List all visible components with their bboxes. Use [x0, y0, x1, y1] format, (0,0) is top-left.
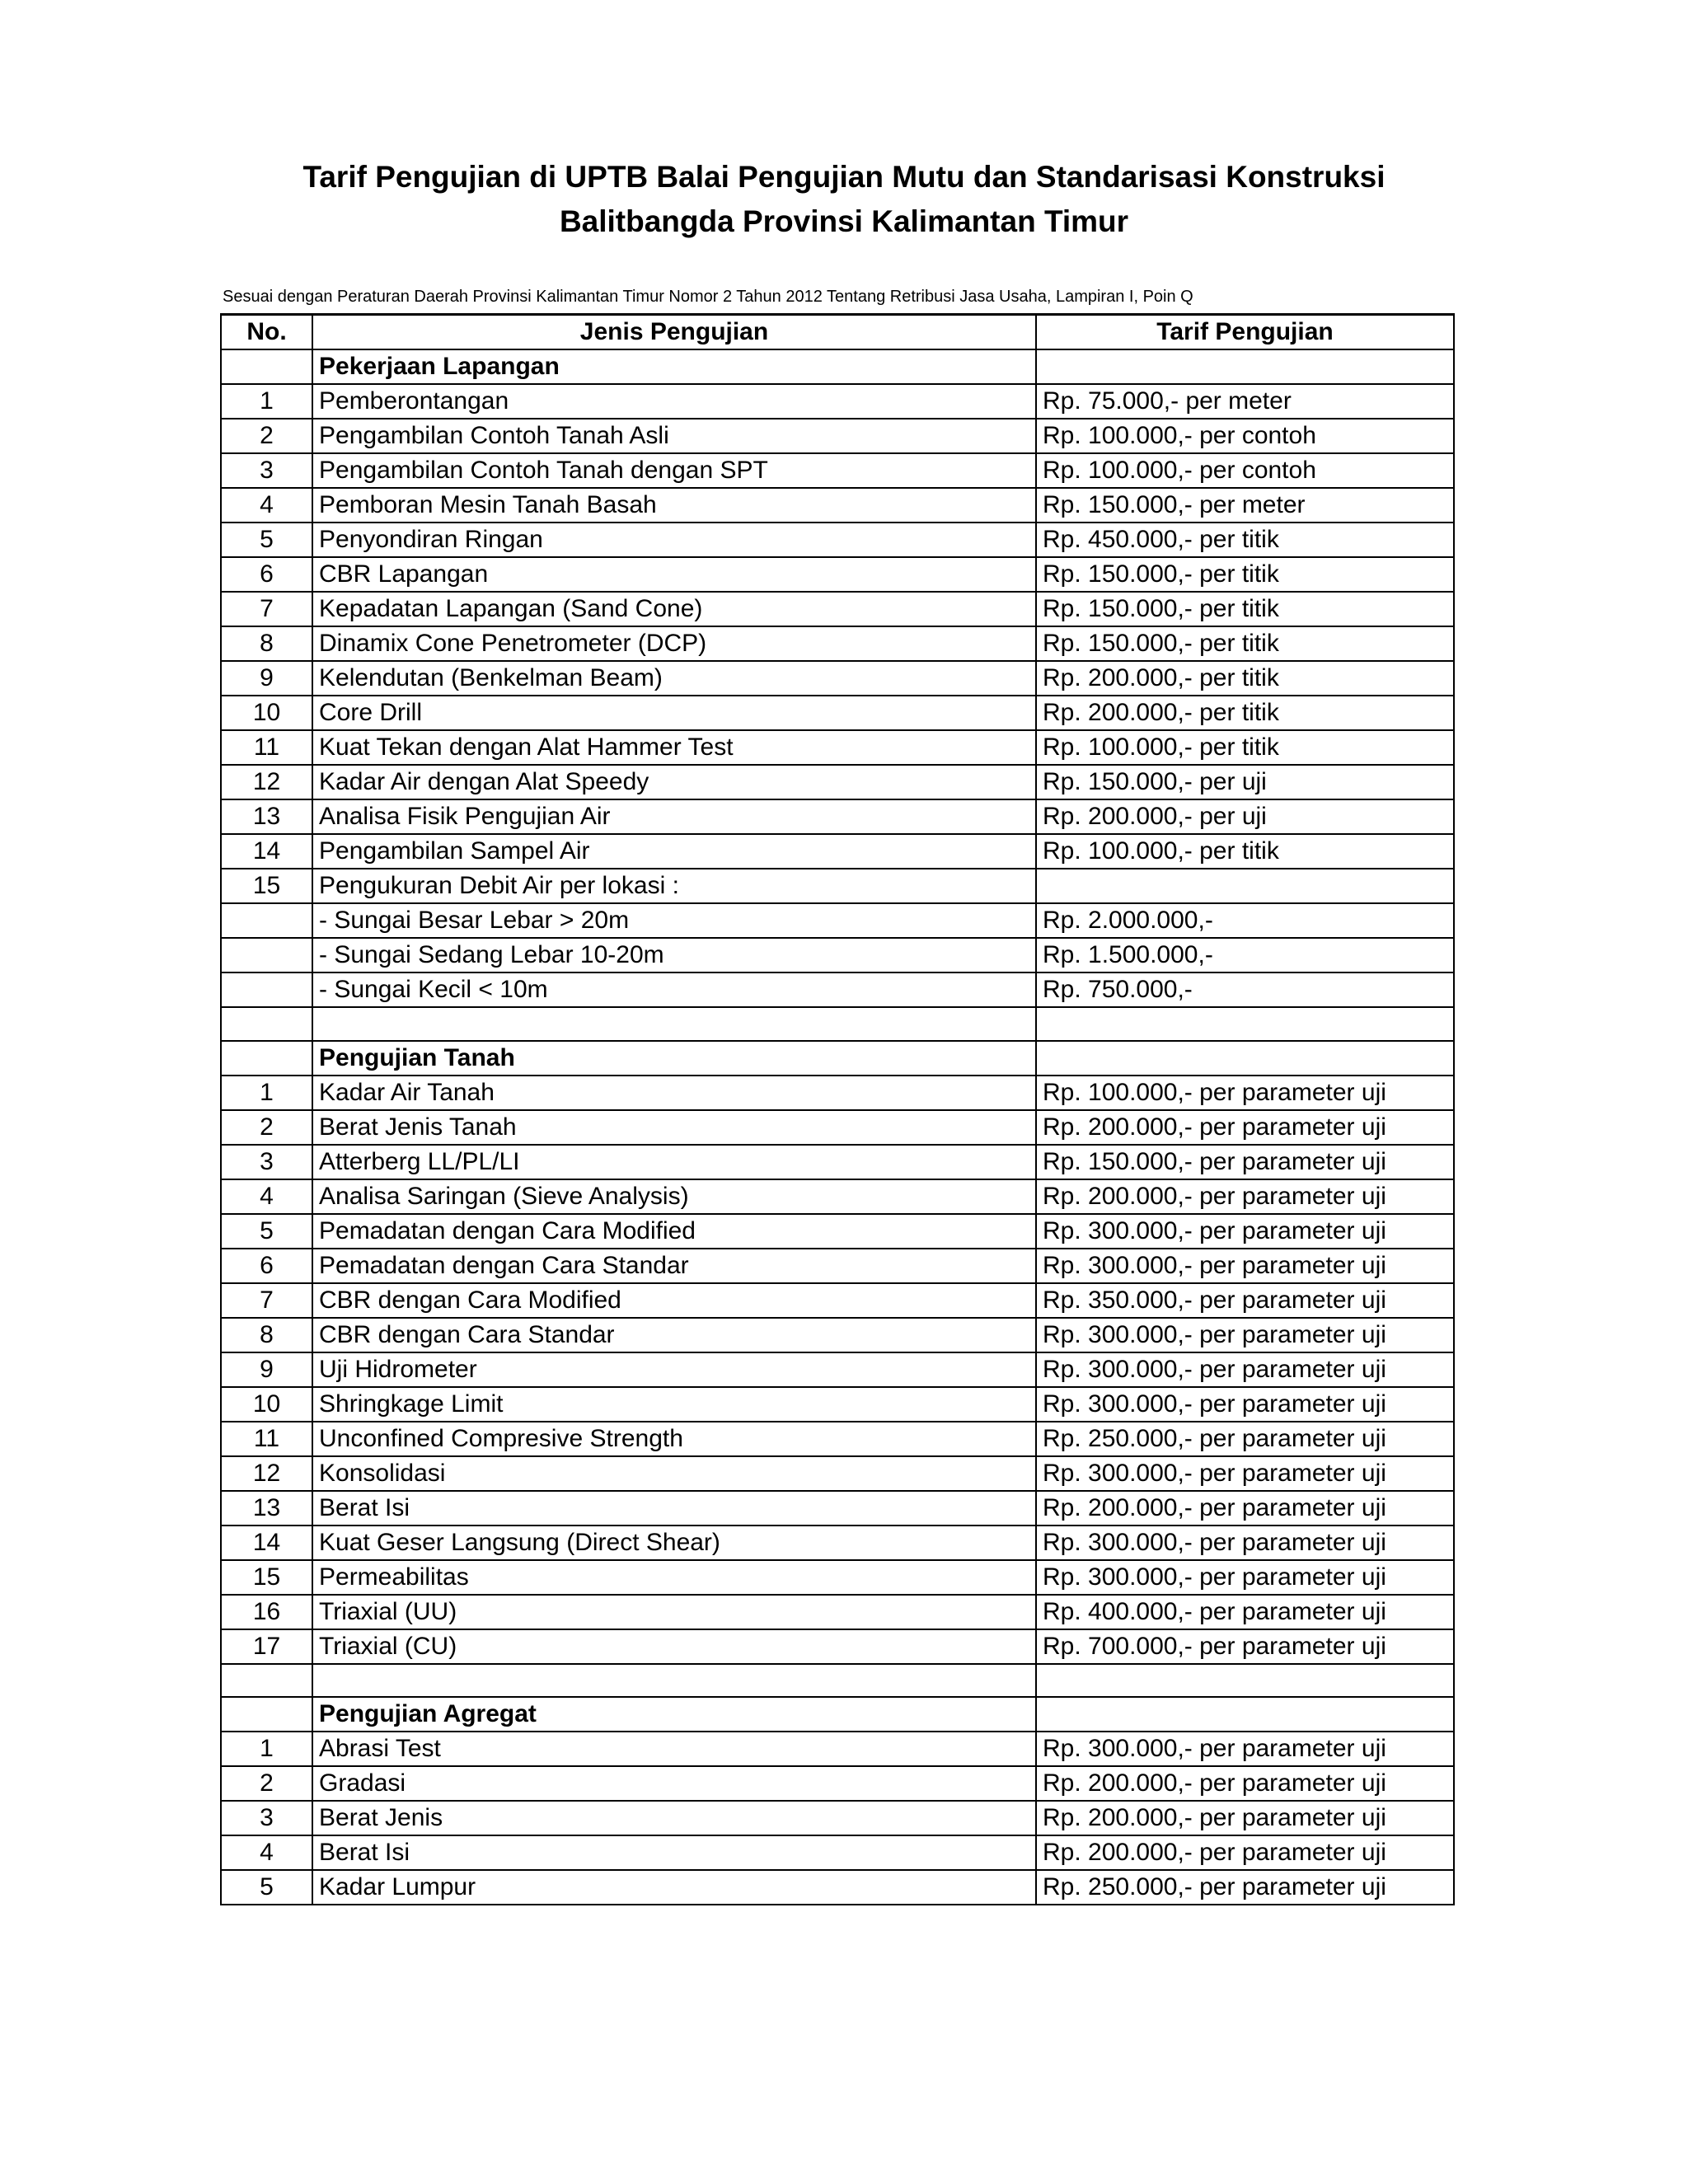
table-row: [221, 1595, 1454, 1629]
row-number: 12: [221, 765, 312, 799]
table-row: [221, 419, 1454, 453]
test-name: - Sungai Kecil < 10m: [312, 972, 1036, 1007]
test-price: Rp. 700.000,- per parameter uji: [1036, 1629, 1454, 1664]
row-number: 16: [221, 1595, 312, 1629]
test-name: Gradasi: [312, 1766, 1036, 1801]
table-row: [221, 1214, 1454, 1249]
test-price: Rp. 200.000,- per parameter uji: [1036, 1801, 1454, 1835]
table-row: [221, 1145, 1454, 1179]
test-name: Pengambilan Contoh Tanah Asli: [312, 419, 1036, 453]
test-name: Konsolidasi: [312, 1456, 1036, 1491]
test-name: Kuat Geser Langsung (Direct Shear): [312, 1526, 1036, 1560]
table-row: [221, 661, 1454, 696]
row-number: 1: [221, 1076, 312, 1110]
test-name: - Sungai Besar Lebar > 20m: [312, 903, 1036, 938]
row-number: 4: [221, 488, 312, 523]
table-row: [221, 1352, 1454, 1387]
row-number: 2: [221, 1766, 312, 1801]
test-name: Dinamix Cone Penetrometer (DCP): [312, 626, 1036, 661]
test-name: Pemadatan dengan Cara Standar: [312, 1249, 1036, 1283]
test-name: Pemboran Mesin Tanah Basah: [312, 488, 1036, 523]
table-body: [221, 349, 1454, 1905]
test-name: Penyondiran Ringan: [312, 523, 1036, 557]
table-row: [221, 903, 1454, 938]
row-number: 10: [221, 1387, 312, 1422]
table-row: [221, 488, 1454, 523]
row-number: 4: [221, 1835, 312, 1870]
test-price: Rp. 100.000,- per titik: [1036, 834, 1454, 869]
test-price: [1036, 1041, 1454, 1076]
table-row: [221, 1179, 1454, 1214]
table-row: [221, 453, 1454, 488]
test-name: [312, 1007, 1036, 1041]
test-price: Rp. 300.000,- per parameter uji: [1036, 1732, 1454, 1766]
row-number: [221, 1041, 312, 1076]
table-row: [221, 1456, 1454, 1491]
row-number: 4: [221, 1179, 312, 1214]
regulation-reference: Sesuai dengan Peraturan Daerah Provinsi Kalimantan Timur Nomor 2 Tahun 2012 Tentang Retribusi Jasa Usaha, Lampiran I, Poin Q: [223, 288, 1193, 306]
row-number: 7: [221, 1283, 312, 1318]
row-number: 3: [221, 453, 312, 488]
row-number: 6: [221, 557, 312, 592]
tariff-table: [220, 313, 1455, 1905]
test-price: Rp. 200.000,- per parameter uji: [1036, 1491, 1454, 1526]
test-name: Abrasi Test: [312, 1732, 1036, 1766]
test-price: [1036, 349, 1454, 384]
test-name: Pemadatan dengan Cara Modified: [312, 1214, 1036, 1249]
table-row: [221, 730, 1454, 765]
test-name: Shringkage Limit: [312, 1387, 1036, 1422]
test-price: Rp. 400.000,- per parameter uji: [1036, 1595, 1454, 1629]
table-row: [221, 1318, 1454, 1352]
table-row: [221, 1629, 1454, 1664]
row-number: 3: [221, 1801, 312, 1835]
test-price: Rp. 150.000,- per titik: [1036, 557, 1454, 592]
test-name: CBR dengan Cara Modified: [312, 1283, 1036, 1318]
table-row: [221, 1732, 1454, 1766]
row-number: 8: [221, 1318, 312, 1352]
test-name: Kelendutan (Benkelman Beam): [312, 661, 1036, 696]
row-number: 9: [221, 661, 312, 696]
row-number: 1: [221, 384, 312, 419]
row-number: 2: [221, 1110, 312, 1145]
blank-row: [221, 1664, 1454, 1698]
test-name: Triaxial (CU): [312, 1629, 1036, 1664]
test-price: Rp. 300.000,- per parameter uji: [1036, 1387, 1454, 1422]
section-row: [221, 1697, 1454, 1732]
row-number: 17: [221, 1629, 312, 1664]
test-price: Rp. 750.000,-: [1036, 972, 1454, 1007]
test-name: Triaxial (UU): [312, 1595, 1036, 1629]
header-no: No.: [221, 315, 312, 350]
row-number: 11: [221, 1422, 312, 1456]
test-price: Rp. 300.000,- per parameter uji: [1036, 1352, 1454, 1387]
test-name: Pengambilan Contoh Tanah dengan SPT: [312, 453, 1036, 488]
test-name: Berat Isi: [312, 1835, 1036, 1870]
table-row: [221, 1283, 1454, 1318]
table-row: [221, 1491, 1454, 1526]
test-name: Core Drill: [312, 696, 1036, 730]
row-number: 7: [221, 592, 312, 626]
row-number: 14: [221, 834, 312, 869]
test-name: Analisa Saringan (Sieve Analysis): [312, 1179, 1036, 1214]
table-row: [221, 1422, 1454, 1456]
document-title: [0, 155, 1688, 244]
test-price: Rp. 150.000,- per uji: [1036, 765, 1454, 799]
row-number: 8: [221, 626, 312, 661]
section-title: Pengujian Tanah: [312, 1041, 1036, 1076]
test-name: Permeabilitas: [312, 1560, 1036, 1595]
section-row: [221, 1041, 1454, 1076]
test-price: Rp. 250.000,- per parameter uji: [1036, 1422, 1454, 1456]
row-number: [221, 349, 312, 384]
test-price: Rp. 300.000,- per parameter uji: [1036, 1249, 1454, 1283]
test-price: Rp. 200.000,- per parameter uji: [1036, 1179, 1454, 1214]
test-name: Kadar Air dengan Alat Speedy: [312, 765, 1036, 799]
test-price: [1036, 1007, 1454, 1041]
test-price: Rp. 300.000,- per parameter uji: [1036, 1456, 1454, 1491]
test-price: Rp. 200.000,- per uji: [1036, 799, 1454, 834]
test-price: Rp. 100.000,- per parameter uji: [1036, 1076, 1454, 1110]
title-line-1: Tarif Pengujian di UPTB Balai Pengujian Mutu dan Standarisasi Konstruksi: [302, 160, 1386, 194]
table-row: [221, 1766, 1454, 1801]
table-row: [221, 1387, 1454, 1422]
test-price: Rp. 2.000.000,-: [1036, 903, 1454, 938]
table-row: [221, 972, 1454, 1007]
table-row: [221, 1560, 1454, 1595]
row-number: 5: [221, 523, 312, 557]
test-name: Uji Hidrometer: [312, 1352, 1036, 1387]
table-row: [221, 765, 1454, 799]
table-row: [221, 557, 1454, 592]
table-row: [221, 1110, 1454, 1145]
test-price: Rp. 250.000,- per parameter uji: [1036, 1870, 1454, 1905]
test-name: Analisa Fisik Pengujian Air: [312, 799, 1036, 834]
row-number: 11: [221, 730, 312, 765]
test-price: Rp. 200.000,- per titik: [1036, 661, 1454, 696]
test-price: Rp. 300.000,- per parameter uji: [1036, 1560, 1454, 1595]
test-name: Unconfined Compresive Strength: [312, 1422, 1036, 1456]
test-price: Rp. 150.000,- per titik: [1036, 592, 1454, 626]
test-price: Rp. 200.000,- per titik: [1036, 696, 1454, 730]
row-number: 1: [221, 1732, 312, 1766]
table-row: [221, 1870, 1454, 1905]
table-header-row: [221, 315, 1454, 350]
test-name: Berat Jenis Tanah: [312, 1110, 1036, 1145]
table-row: [221, 1835, 1454, 1870]
row-number: [221, 1007, 312, 1041]
test-price: Rp. 100.000,- per contoh: [1036, 419, 1454, 453]
row-number: [221, 1697, 312, 1732]
row-number: [221, 1664, 312, 1698]
row-number: 12: [221, 1456, 312, 1491]
test-name: [312, 1664, 1036, 1698]
table-row: [221, 1801, 1454, 1835]
test-price: Rp. 100.000,- per contoh: [1036, 453, 1454, 488]
table-row: [221, 1249, 1454, 1283]
test-name: Kadar Lumpur: [312, 1870, 1036, 1905]
test-name: Kepadatan Lapangan (Sand Cone): [312, 592, 1036, 626]
test-name: Kadar Air Tanah: [312, 1076, 1036, 1110]
title-line-2: Balitbangda Provinsi Kalimantan Timur: [559, 204, 1129, 238]
table-row: [221, 834, 1454, 869]
test-name: Berat Jenis: [312, 1801, 1036, 1835]
row-number: 10: [221, 696, 312, 730]
test-price: Rp. 200.000,- per parameter uji: [1036, 1835, 1454, 1870]
section-title: Pekerjaan Lapangan: [312, 349, 1036, 384]
row-number: [221, 972, 312, 1007]
test-price: Rp. 1.500.000,-: [1036, 938, 1454, 972]
test-price: Rp. 150.000,- per titik: [1036, 626, 1454, 661]
test-price: [1036, 1697, 1454, 1732]
test-price: Rp. 150.000,- per meter: [1036, 488, 1454, 523]
row-number: 6: [221, 1249, 312, 1283]
table-row: [221, 626, 1454, 661]
table-row: [221, 523, 1454, 557]
test-price: Rp. 350.000,- per parameter uji: [1036, 1283, 1454, 1318]
test-price: Rp. 200.000,- per parameter uji: [1036, 1766, 1454, 1801]
test-price: Rp. 150.000,- per parameter uji: [1036, 1145, 1454, 1179]
row-number: 15: [221, 1560, 312, 1595]
table-row: [221, 696, 1454, 730]
test-price: Rp. 450.000,- per titik: [1036, 523, 1454, 557]
table-row: [221, 384, 1454, 419]
table-row: [221, 1076, 1454, 1110]
test-price: [1036, 1664, 1454, 1698]
table-row: [221, 592, 1454, 626]
test-name: Pengukuran Debit Air per lokasi :: [312, 869, 1036, 903]
header-item: Jenis Pengujian: [312, 315, 1036, 350]
table-row: [221, 1526, 1454, 1560]
test-price: Rp. 300.000,- per parameter uji: [1036, 1214, 1454, 1249]
row-number: 3: [221, 1145, 312, 1179]
test-price: Rp. 200.000,- per parameter uji: [1036, 1110, 1454, 1145]
section-title: Pengujian Agregat: [312, 1697, 1036, 1732]
row-number: 9: [221, 1352, 312, 1387]
blank-row: [221, 1007, 1454, 1041]
row-number: [221, 903, 312, 938]
test-price: [1036, 869, 1454, 903]
row-number: 5: [221, 1214, 312, 1249]
test-price: Rp. 75.000,- per meter: [1036, 384, 1454, 419]
row-number: 14: [221, 1526, 312, 1560]
test-name: Berat Isi: [312, 1491, 1036, 1526]
table-row: [221, 799, 1454, 834]
header-price: Tarif Pengujian: [1036, 315, 1454, 350]
row-number: 13: [221, 799, 312, 834]
test-price: Rp. 100.000,- per titik: [1036, 730, 1454, 765]
row-number: [221, 938, 312, 972]
test-name: Pengambilan Sampel Air: [312, 834, 1036, 869]
row-number: 15: [221, 869, 312, 903]
test-name: - Sungai Sedang Lebar 10-20m: [312, 938, 1036, 972]
section-row: [221, 349, 1454, 384]
test-name: CBR Lapangan: [312, 557, 1036, 592]
row-number: 13: [221, 1491, 312, 1526]
test-price: Rp. 300.000,- per parameter uji: [1036, 1318, 1454, 1352]
test-price: Rp. 300.000,- per parameter uji: [1036, 1526, 1454, 1560]
test-name: Pemberontangan: [312, 384, 1036, 419]
table-row: [221, 869, 1454, 903]
table-row: [221, 938, 1454, 972]
test-name: Kuat Tekan dengan Alat Hammer Test: [312, 730, 1036, 765]
test-name: Atterberg LL/PL/LI: [312, 1145, 1036, 1179]
test-name: CBR dengan Cara Standar: [312, 1318, 1036, 1352]
row-number: 5: [221, 1870, 312, 1905]
row-number: 2: [221, 419, 312, 453]
